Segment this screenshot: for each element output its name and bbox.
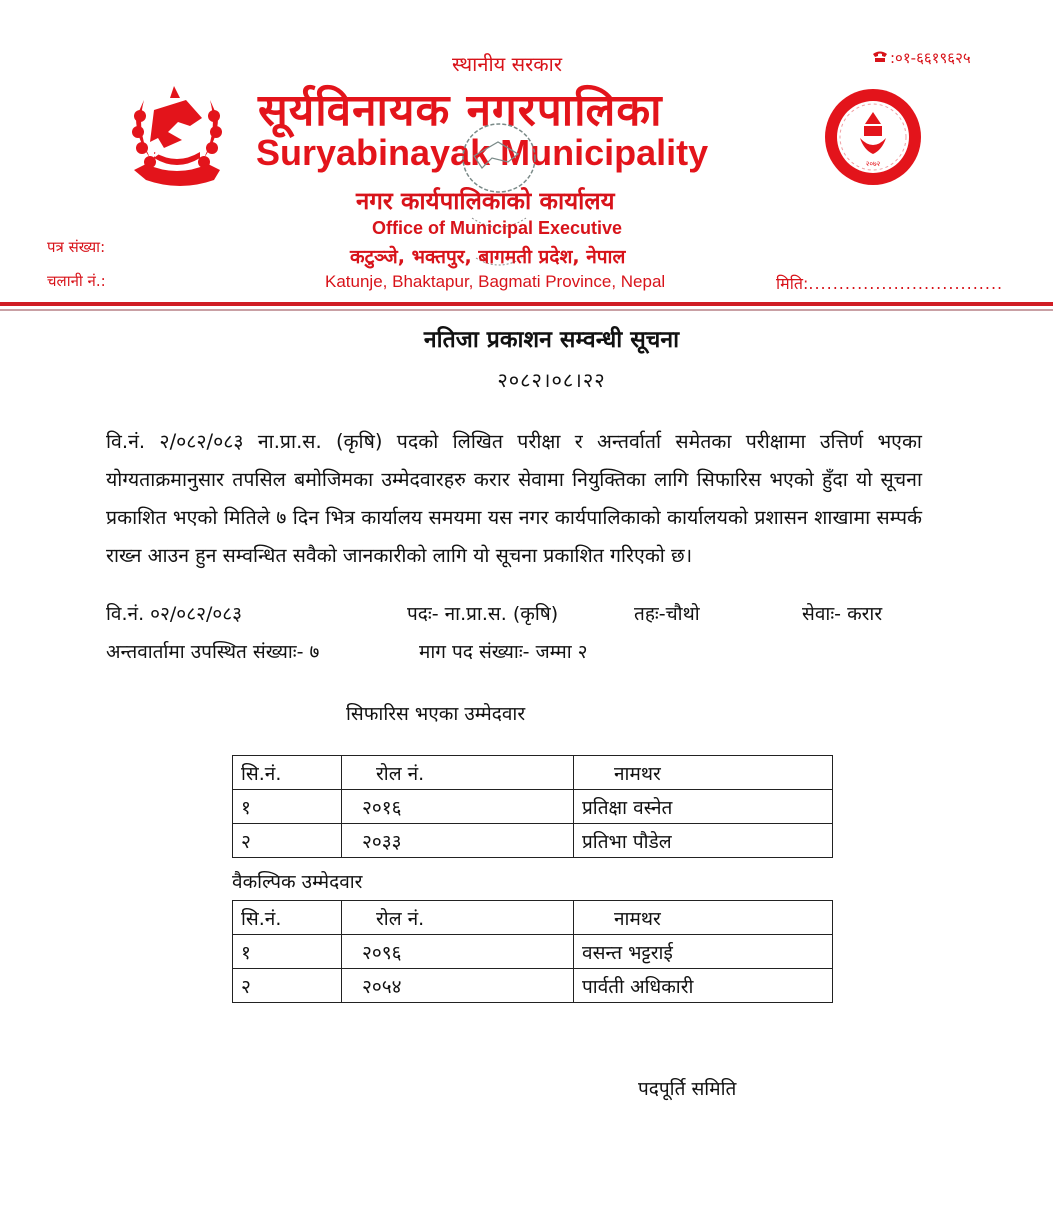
demand-post-count: माग पद संख्याः- जम्मा २ — [419, 641, 588, 663]
roll-cell: २०३३ — [342, 824, 574, 858]
notice-body: वि.नं. २/०८२/०८३ ना.प्रा.स. (कृषि) पदको लिखित परीक्षा र अन्तर्वार्ता समेतका परीक्षामा उत्तिर्ण भएका योग्यताक्रमानुसार तपसिल बमोजिमका उम्मेदवारहरु करार सेवामा नियुक्तिका लागि सिफारिस भएको हुँदा यो सूचना प्रकाशित भएको मितिले ७ दिन भित्र कार्यालय समयमा यस नगर कार्यपालिकाको कार्यालयको प्रशासन शाखामा सम्पर्क राख्न आउन हुन सम्वन्धित सवैको जानकारीको लागि यो सूचना प्रकाशित गरिएको छ। — [106, 430, 922, 567]
name-cell: पार्वती अधिकारी — [574, 969, 833, 1003]
alternate-candidates-title: वैकल्पिक उम्मेदवार — [232, 871, 363, 893]
office-name-english: Office of Municipal Executive — [372, 218, 623, 238]
letter-number-label: पत्र संख्या: — [47, 238, 106, 256]
municipality-name-nepali: सूर्यविनायक नगरपालिका — [258, 85, 663, 136]
serial-cell: २ — [233, 824, 342, 858]
serial-cell: १ — [233, 790, 342, 824]
date-label: मिति: — [776, 274, 809, 293]
seal-year: २०७२ — [865, 160, 881, 168]
date-field — [776, 272, 1003, 294]
recommended-candidates-title: सिफारिस भएका उम्मेदवार — [346, 703, 526, 725]
interview-present-count: अन्तवार्तामा उपस्थित संख्याः- ७ — [106, 641, 320, 663]
table-header-row — [233, 756, 833, 790]
recommended-candidates-table — [232, 755, 833, 858]
alternate-candidates-table — [232, 900, 833, 1003]
date-placeholder: ................................ — [808, 274, 1004, 293]
address-english: Katunje, Bhaktapur, Bagmati Province, Nepal — [325, 272, 666, 291]
table-header-row — [233, 901, 833, 935]
municipality-seal — [822, 86, 924, 188]
serial-cell: १ — [233, 935, 342, 969]
name-cell: वसन्त भट्टराई — [574, 935, 833, 969]
header-name: नामथर — [574, 901, 833, 935]
header-serial: सि.नं. — [233, 756, 342, 790]
office-name-nepali: नगर कार्यपालिकाको कार्यालय — [356, 187, 615, 215]
phone-number — [872, 48, 971, 68]
nepal-government-emblem — [124, 82, 230, 190]
service-type: सेवाः- करार — [802, 603, 883, 625]
telephone-icon — [872, 49, 888, 67]
dispatch-number-label: चलानी नं.: — [47, 272, 106, 290]
address-nepali: कटुञ्जे, भक्तपुर, बागमती प्रदेश, नेपाल — [350, 246, 626, 268]
name-cell: प्रतिक्षा वस्नेत — [574, 790, 833, 824]
advert-number: वि.नं. ०२/०८२/०८३ — [106, 603, 242, 625]
header-roll: रोल नं. — [342, 756, 574, 790]
header-serial: सि.नं. — [233, 901, 342, 935]
table-row — [233, 935, 833, 969]
serial-cell: २ — [233, 969, 342, 1003]
signing-committee: पदपूर्ति समिति — [638, 1078, 737, 1100]
table-row — [233, 790, 833, 824]
notice-title: नतिजा प्रकाशन सम्वन्धी सूचना — [423, 327, 680, 353]
local-government-label: स्थानीय सरकार — [452, 52, 562, 76]
header-divider — [0, 302, 1053, 306]
roll-cell: २०१६ — [342, 790, 574, 824]
table-row — [233, 969, 833, 1003]
post-name: पदः- ना.प्रा.स. (कृषि) — [407, 603, 559, 625]
municipality-name-english: Suryabinayak Municipality — [256, 132, 709, 173]
notice-date: २०८२।०८।२२ — [497, 368, 606, 392]
name-cell: प्रतिभा पौडेल — [574, 824, 833, 858]
roll-cell: २०५४ — [342, 969, 574, 1003]
roll-cell: २०९६ — [342, 935, 574, 969]
phone-text: :०१-६६१९६२५ — [890, 49, 971, 67]
header-roll: रोल नं. — [342, 901, 574, 935]
table-row — [233, 824, 833, 858]
header-name: नामथर — [574, 756, 833, 790]
post-level: तहः-चौथो — [634, 603, 700, 625]
header-divider-secondary — [0, 309, 1053, 311]
